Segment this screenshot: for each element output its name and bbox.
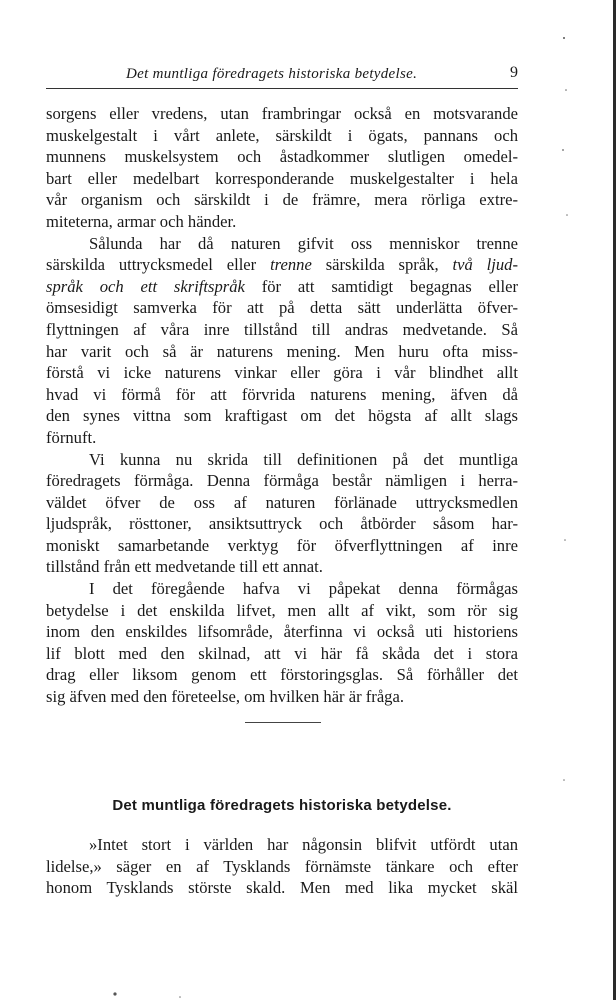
text-line: hvad vi förmå för att förvrida naturens mening, äfven då bbox=[46, 384, 518, 404]
section-separator bbox=[245, 722, 321, 723]
paragraph-start: Vi kunna nu skrida till definitionen på det muntliga bbox=[89, 449, 518, 469]
text-run: särskilda uttrycksmedel eller bbox=[46, 255, 271, 275]
text-line: sig äfven med den företeelse, om hvilken här är fråga. bbox=[46, 687, 404, 707]
text-line: flyttningen af våra inre tillstånd till andras medvetande. Så bbox=[46, 319, 518, 339]
page-header bbox=[46, 62, 518, 86]
text-line bbox=[46, 254, 518, 276]
bottom-specks bbox=[0, 980, 616, 1000]
section-text bbox=[46, 834, 518, 899]
text-line: väldet öfver de oss af naturen förlänade uttrycksmedlen bbox=[46, 492, 518, 512]
text-run: för att samtidigt begagnas eller bbox=[244, 276, 518, 296]
italic-text: två ljud- bbox=[452, 255, 518, 275]
text-line: lidelse,» säger en af Tysklands förnämste tänkare och efter bbox=[46, 856, 518, 876]
text-line: bart eller medelbart korresponderande muskelgestalter i hela bbox=[46, 168, 518, 188]
text-line: muskelgestalt i vårt anlete, särskildt i ögats, pannans och bbox=[46, 125, 518, 145]
text-line bbox=[46, 276, 518, 298]
text-line: sorgens eller vredens, utan frambringar också en motsvarande bbox=[46, 104, 518, 123]
section-heading: Det muntliga föredragets historiska betydelse. bbox=[112, 797, 452, 814]
text-line: tillstånd från ett medvetande till ett annat. bbox=[46, 557, 323, 577]
page-number: 9 bbox=[510, 64, 518, 81]
italic-text: språk och ett skriftspråk bbox=[46, 276, 245, 296]
text-line: vår organism och särskildt i de främre, mera rörliga extre- bbox=[46, 190, 518, 210]
text-line: ömsesidigt samverka för att på detta sätt underlätta öfver- bbox=[46, 298, 518, 318]
edge-specks bbox=[560, 0, 600, 1000]
text-line: betydelse i det enskilda lifvet, men allt af vikt, som rör sig bbox=[46, 600, 518, 620]
text-line: förstå vi icke naturens vinkar eller göra i vår blindhet allt bbox=[46, 363, 518, 383]
text-line: ljudspråk, rösttoner, ansiktsuttryck och åtbörder såsom har- bbox=[46, 514, 518, 534]
text-line: drag eller liksom genom ett förstoringsglas. Så förhåller det bbox=[46, 665, 518, 685]
text-line: den synes vittna som kraftigast om det högsta af allt slags bbox=[46, 406, 518, 426]
text-line: moniskt samarbetande verktyg för öfverflyttningen af inre bbox=[46, 535, 518, 555]
paragraph-start: I det föregående hafva vi påpekat denna förmågas bbox=[89, 579, 518, 599]
text-line: föredragets förmåga. Denna förmåga består nämligen i herra- bbox=[46, 471, 518, 491]
text-line: inom den enskildes lifsområde, återfinna vi också uti historiens bbox=[46, 622, 518, 642]
text-line: miteterna, armar och händer. bbox=[46, 211, 237, 231]
italic-text: trenne bbox=[270, 255, 312, 275]
text-line: munnens muskelsystem och åstadkommer slutligen omedel- bbox=[46, 147, 518, 167]
body-text bbox=[46, 103, 518, 708]
header-rule bbox=[46, 88, 518, 89]
text-run: särskilda språk, bbox=[311, 255, 453, 275]
running-title: Det muntliga föredragets historiska betydelse. bbox=[126, 66, 418, 82]
text-line: honom Tysklands störste skald. Men med lika mycket skäl bbox=[46, 878, 518, 898]
paragraph-start: Sålunda har då naturen gifvit oss menniskor trenne bbox=[89, 233, 518, 253]
text-line: har varit och så är naturens mening. Men huru ofta miss- bbox=[46, 341, 518, 361]
text-line: lif blott med den skilnad, att vi här få skåda det i stora bbox=[46, 643, 518, 663]
text-line: förnuft. bbox=[46, 427, 97, 447]
paragraph-start: »Intet stort i världen har någonsin blifvit utfördt utan bbox=[89, 835, 518, 854]
